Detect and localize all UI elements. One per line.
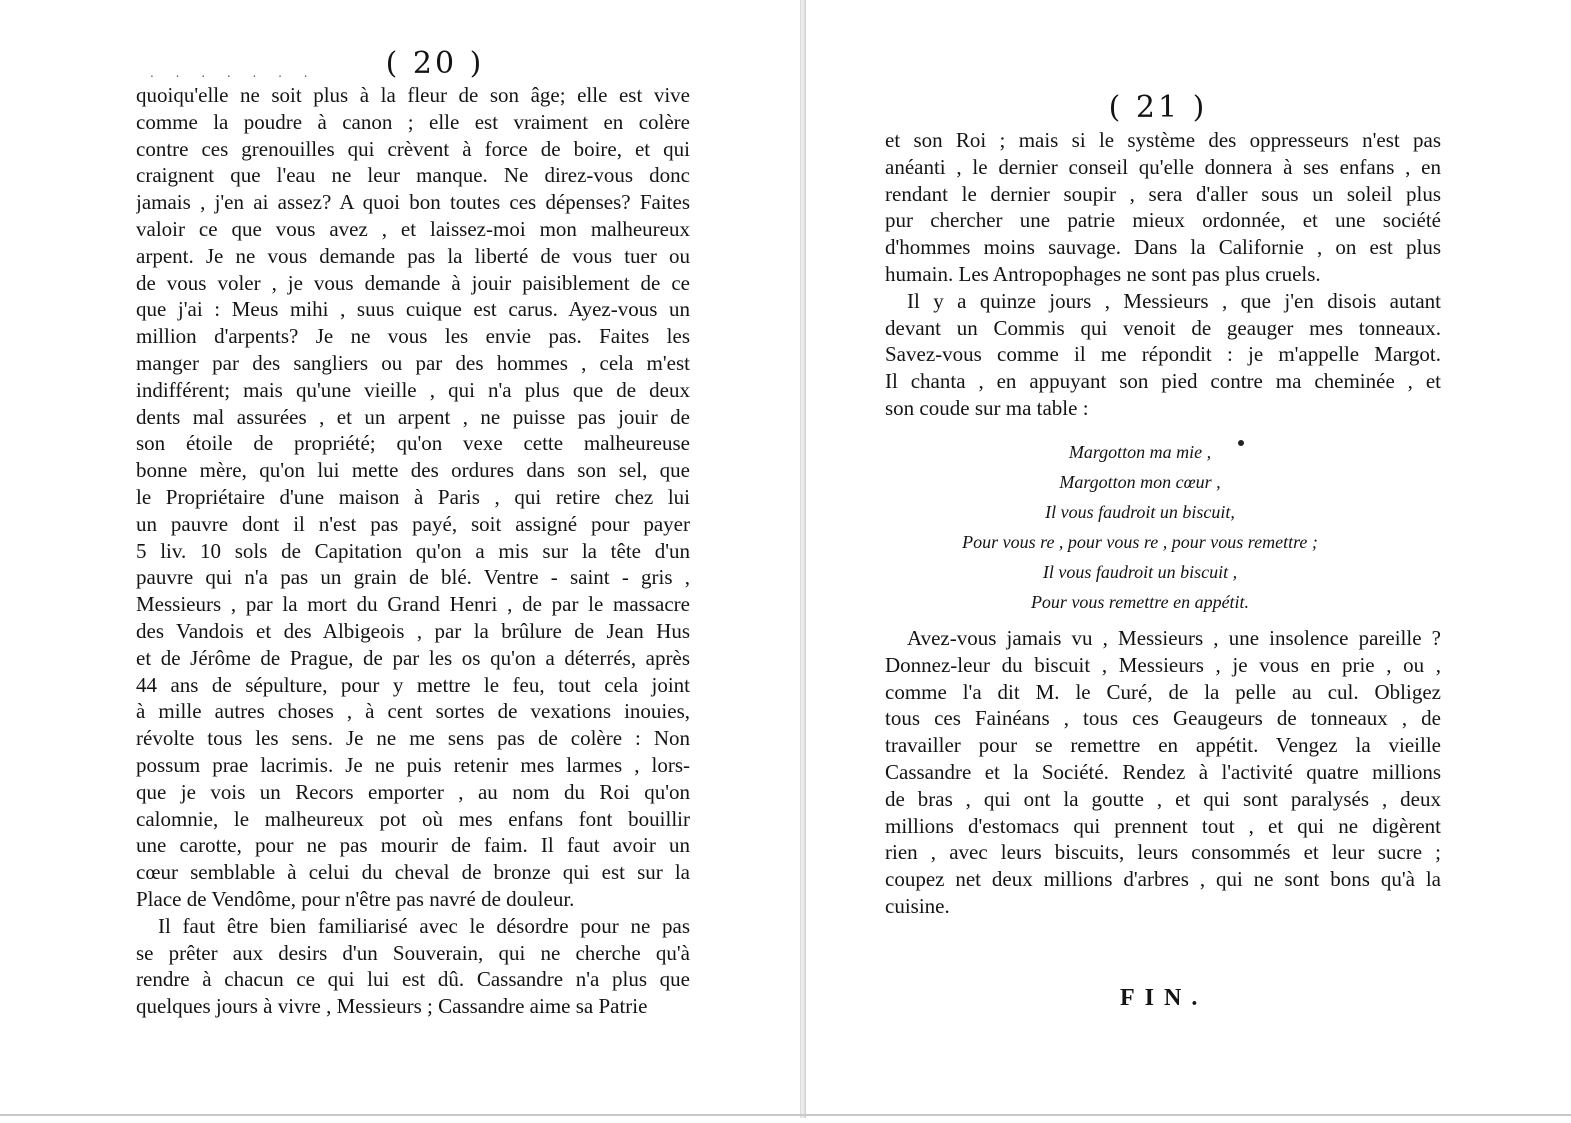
text-line: un pauvre dont il n'est pas payé, soit assigné pour payer [136, 511, 690, 536]
text-line: d'hommes moins sauvage. Dans la Californie , on est plus [885, 235, 1441, 260]
text-line: cœur semblable à celui du cheval de bronze qui est sur la [136, 860, 690, 885]
text-line: contre ces grenouilles qui crèvent à force de boire, et qui [136, 136, 690, 161]
text-line: des Vandois et des Albigeois , par la brûlure de Jean Hus [136, 618, 690, 643]
running-head-marks: . . . . . . . [150, 66, 317, 80]
text-line: Messieurs , par la mort du Grand Henri , de par le massacre [136, 592, 690, 617]
text-line: possum prae lacrimis. Je ne puis retenir mes larmes , lors- [136, 752, 690, 777]
text-line: manger par des sangliers ou par des hommes , cela m'est [136, 350, 690, 375]
text-line: rendant le dernier soupir , sera d'aller sous un soleil plus [885, 181, 1441, 206]
text-line: et de Jérôme de Prague, de par les os qu'on a déterrés, après [136, 645, 690, 670]
text-line: le Propriétaire d'une maison à Paris , qui retire chez lui [136, 484, 690, 509]
text-line: coupez net deux millions d'arbres , qui ne sont bons qu'à la [885, 867, 1441, 892]
verse-line: Pour vous remettre en appétit. [1030, 592, 1250, 612]
text-line: quoiqu'elle ne soit plus à la fleur de son âge; elle est vive [136, 83, 690, 107]
text-line: révolte tous les sens. Je ne me sens pas de colère : Non [136, 726, 690, 751]
text-line: cuisine. [885, 893, 950, 918]
text-line: indifférent; mais qu'une vieille , qui n'a plus que de deux [136, 377, 690, 402]
text-line: quelques jours à vivre , Messieurs ; Cassandre aime sa Patrie [136, 994, 648, 1019]
text-line: travailler pour se remettre en appétit. Vengez la vieille [885, 733, 1441, 758]
text-line: Donnez-leur du biscuit , Messieurs , je vous en prie , ou , [885, 652, 1441, 677]
text-line: comme la poudre à canon ; elle est vraiment en colère [136, 109, 690, 134]
text-line: rien , avec leurs biscuits, leurs consommés et leur sucre ; [885, 840, 1441, 865]
text-line: pur chercher une patrie mieux ordonnée, et une société [885, 208, 1441, 233]
verse-line: Margotton ma mie , [1068, 442, 1212, 462]
text-line: dents mal assurées , et un arpent , ne puisse pas jouir de [136, 404, 690, 429]
fin-mark: FIN. [1120, 985, 1208, 1011]
text-line: arpent. Je ne vous demande pas la liberté de vous tuer ou [136, 243, 690, 268]
text-line: valoir ce que vous avez , et laissez-moi mon malheureux [136, 216, 690, 241]
right-page-text-top [885, 127, 1441, 422]
text-line: Il y a quinze jours , Messieurs , que j'en disois autant [907, 288, 1441, 313]
text-line: Il chanta , en appuyant son pied contre ma cheminée , et [885, 369, 1441, 394]
text-line: une carotte, pour ne pas mourir de faim. Il faut avoir un [136, 833, 690, 858]
text-line: Cassandre et la Société. Rendez à l'activité quatre millions [885, 759, 1441, 784]
text-line: 44 ans de sépulture, pour y mettre le feu, tout cela joint [136, 672, 690, 697]
text-line: millions d'estomacs qui prennent tout , et qui ne digèrent [885, 813, 1441, 838]
page-bottom-edge [0, 1114, 1571, 1116]
text-line: Place de Vendôme, pour n'être pas navré de douleur. [136, 886, 575, 911]
text-line: Il faut être bien familiarisé avec le désordre pour ne pas [158, 913, 690, 938]
verse-line: Il vous faudroit un biscuit, [1045, 502, 1235, 522]
text-line: bonne mère, qu'on lui mette des ordures dans son sel, que [136, 458, 690, 483]
text-line: que je vois un Recors emporter , au nom du Roi qu'on [136, 779, 690, 804]
text-line: et son Roi ; mais si le système des oppresseurs n'est pas [885, 128, 1441, 152]
text-line: Savez-vous comme il me répondit : je m'appelle Margot. [885, 342, 1441, 367]
text-line: de bras , qui ont la goutte , et qui sont paralysés , deux [885, 786, 1441, 811]
text-line: se prêter aux desirs d'un Souverain, qui ne cherche qu'à [136, 940, 690, 965]
right-page-text-bottom [885, 625, 1441, 920]
text-line: jamais , j'en ai assez? A quoi bon toutes ces dépenses? Faites [136, 190, 690, 215]
text-line: 5 liv. 10 sols de Capitation qu'on a mis sur la tête d'un [136, 538, 690, 563]
text-line: pauvre qui n'a pas un grain de blé. Ventre - saint - gris , [136, 565, 690, 590]
verse-line: Pour vous re , pour vous re , pour vous remettre ; [962, 532, 1318, 552]
text-line: son coude sur ma table : [885, 395, 1089, 420]
page-number-right: ( 21 ) [1108, 90, 1208, 125]
text-line: son étoile de propriété; qu'on vexe cette malheureuse [136, 431, 690, 456]
text-line: craignent que l'eau ne leur manque. Ne direz-vous donc [136, 163, 690, 188]
left-page-text [136, 82, 690, 1020]
text-line: humain. Les Antropophages ne sont pas plus cruels. [885, 261, 1321, 286]
text-line: à mille autres choses , à cent sortes de vexations inouies, [136, 699, 690, 724]
text-line: que j'ai : Meus mihi , suus cuique est carus. Ayez-vous un [136, 297, 690, 322]
text-line: comme l'a dit M. le Curé, de la pelle au cul. Obligez [885, 679, 1441, 704]
page-number-left: ( 20 ) [385, 46, 485, 81]
text-line: anéanti , le dernier conseil qu'elle donnera à ses enfans , en [885, 154, 1441, 179]
text-line: calomnie, le malheureux pot où mes enfans font bouillir [136, 806, 690, 831]
text-line: rendre à chacun ce qui lui est dû. Cassandre n'a plus que [136, 967, 690, 992]
text-line: tous ces Fainéans , tous ces Geaugeurs de tonneaux , de [885, 706, 1441, 731]
text-line: devant un Commis qui venoit de geauger mes tonneaux. [885, 315, 1441, 340]
verse-line: Margotton mon cœur , [1059, 472, 1221, 492]
song-verse [920, 437, 1360, 617]
text-line: million d'arpents? Je ne vous les envie pas. Faites les [136, 324, 690, 349]
verse-line: Il vous faudroit un biscuit , [1042, 562, 1238, 582]
text-line: de vous voler , je vous demande à jouir paisiblement de ce [136, 270, 690, 295]
text-line: Avez-vous jamais vu , Messieurs , une insolence pareille ? [907, 626, 1441, 650]
